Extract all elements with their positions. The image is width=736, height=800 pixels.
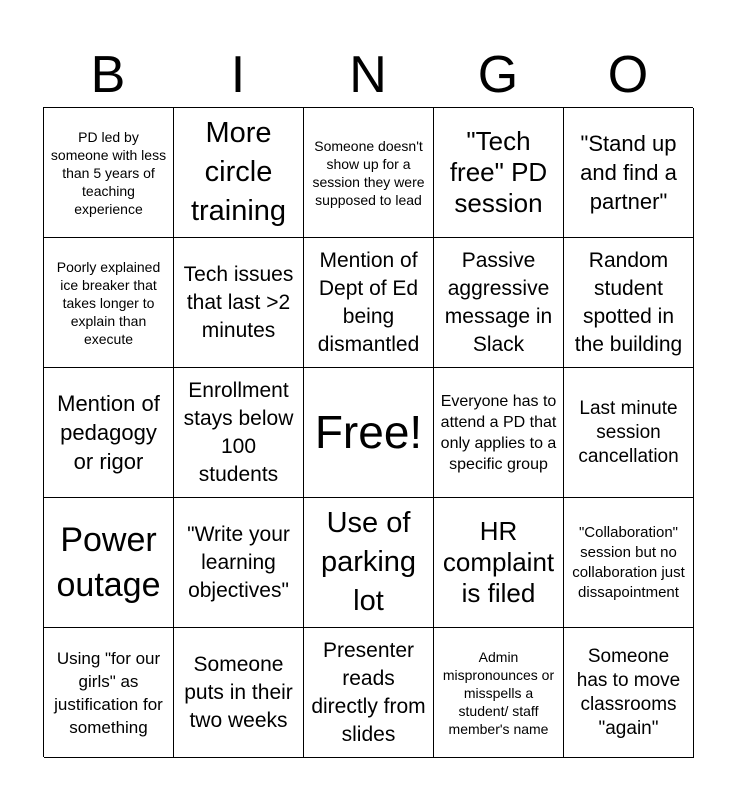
bingo-cell[interactable]: Using "for our girls" as justification for something xyxy=(44,628,174,758)
bingo-cell[interactable]: Someone has to move classrooms "again" xyxy=(564,628,694,758)
bingo-cell[interactable]: Someone puts in their two weeks xyxy=(174,628,304,758)
bingo-cell[interactable]: PD led by someone with less than 5 years of teaching experience xyxy=(44,108,174,238)
bingo-grid xyxy=(43,107,693,757)
bingo-header xyxy=(43,42,693,108)
bingo-cell[interactable]: "Tech free" PD session xyxy=(434,108,564,238)
bingo-cell[interactable]: "Collaboration" session but no collaboration just dissapointment xyxy=(564,498,694,628)
bingo-cell[interactable]: Everyone has to attend a PD that only applies to a specific group xyxy=(434,368,564,498)
bingo-cell[interactable]: Poorly explained ice breaker that takes longer to explain than execute xyxy=(44,238,174,368)
bingo-cell[interactable]: "Stand up and find a partner" xyxy=(564,108,694,238)
bingo-cell[interactable]: Random student spotted in the building xyxy=(564,238,694,368)
bingo-cell[interactable]: Presenter reads directly from slides xyxy=(304,628,434,758)
bingo-cell-free[interactable]: Free! xyxy=(304,368,434,498)
bingo-cell[interactable]: Enrollment stays below 100 students xyxy=(174,368,304,498)
header-letter-o: O xyxy=(607,46,649,104)
header-letter-n: N xyxy=(349,46,387,104)
bingo-cell[interactable]: Someone doesn't show up for a session they were supposed to lead xyxy=(304,108,434,238)
bingo-cell[interactable]: Power outage xyxy=(44,498,174,628)
bingo-cell[interactable]: More circle training xyxy=(174,108,304,238)
bingo-cell[interactable]: Last minute session cancellation xyxy=(564,368,694,498)
header-letter-i: I xyxy=(230,46,246,104)
header-letter-g: G xyxy=(477,46,519,104)
header-letter-b: B xyxy=(90,46,126,104)
bingo-cell[interactable]: Tech issues that last >2 minutes xyxy=(174,238,304,368)
bingo-cell[interactable]: Passive aggressive message in Slack xyxy=(434,238,564,368)
bingo-cell[interactable]: Admin mispronounces or misspells a student/ staff member's name xyxy=(434,628,564,758)
bingo-cell[interactable]: Use of parking lot xyxy=(304,498,434,628)
bingo-cell[interactable]: Mention of pedagogy or rigor xyxy=(44,368,174,498)
bingo-cell[interactable]: Mention of Dept of Ed being dismantled xyxy=(304,238,434,368)
bingo-cell[interactable]: HR complaint is filed xyxy=(434,498,564,628)
bingo-cell[interactable]: "Write your learning objectives" xyxy=(174,498,304,628)
